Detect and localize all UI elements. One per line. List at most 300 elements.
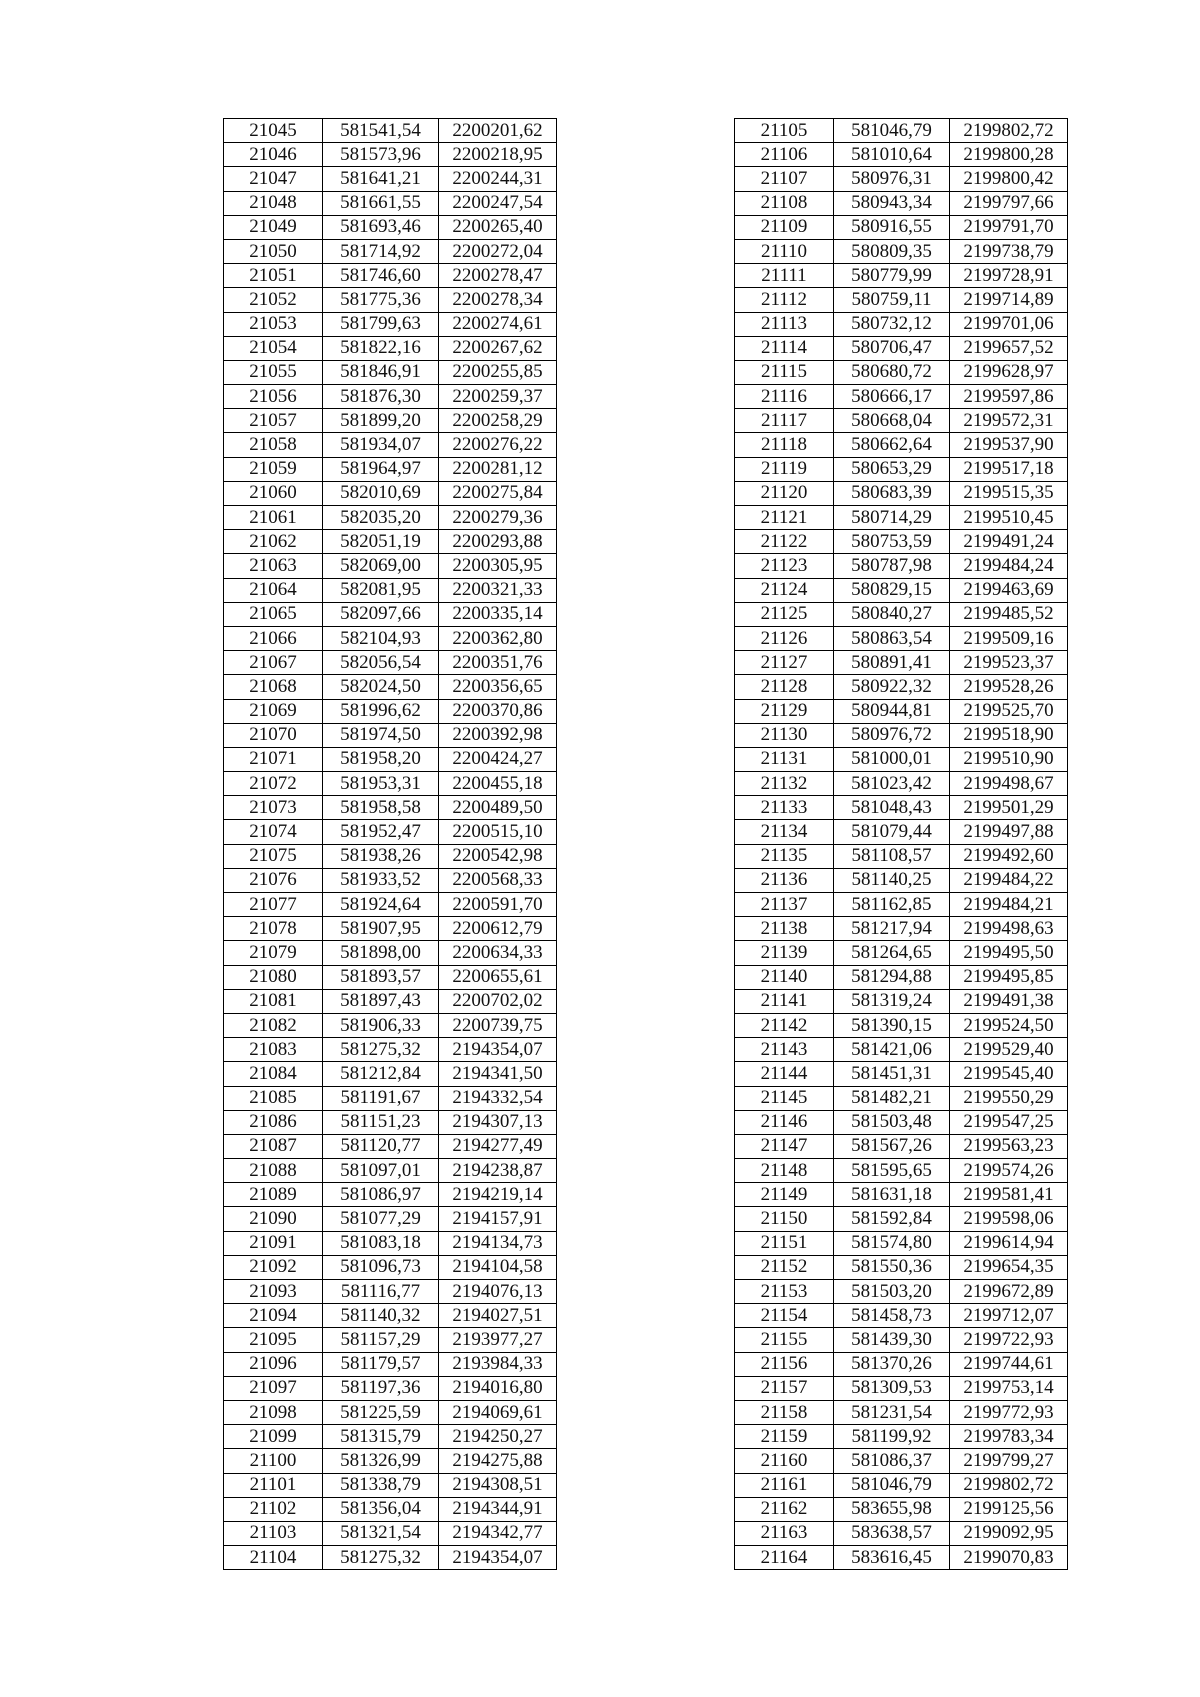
point-number-cell: 21128 bbox=[735, 675, 834, 699]
point-number-cell: 21064 bbox=[224, 578, 323, 602]
point-number-cell: 21118 bbox=[735, 433, 834, 457]
x-coordinate-cell: 581574,80 bbox=[834, 1231, 950, 1255]
x-coordinate-cell: 581933,52 bbox=[323, 868, 439, 892]
table-row bbox=[224, 1304, 557, 1328]
y-coordinate-cell: 2200542,98 bbox=[439, 844, 557, 868]
point-number-cell: 21062 bbox=[224, 530, 323, 554]
point-number-cell: 21151 bbox=[735, 1231, 834, 1255]
y-coordinate-cell: 2199783,34 bbox=[950, 1425, 1068, 1449]
point-number-cell: 21130 bbox=[735, 723, 834, 747]
point-number-cell: 21123 bbox=[735, 554, 834, 578]
x-coordinate-cell: 580668,04 bbox=[834, 409, 950, 433]
x-coordinate-cell: 580976,31 bbox=[834, 167, 950, 191]
point-number-cell: 21159 bbox=[735, 1425, 834, 1449]
x-coordinate-cell: 582051,19 bbox=[323, 530, 439, 554]
point-number-cell: 21068 bbox=[224, 675, 323, 699]
y-coordinate-cell: 2199654,35 bbox=[950, 1255, 1068, 1279]
y-coordinate-cell: 2194238,87 bbox=[439, 1159, 557, 1183]
point-number-cell: 21135 bbox=[735, 844, 834, 868]
table-row bbox=[735, 1352, 1068, 1376]
y-coordinate-cell: 2199528,26 bbox=[950, 675, 1068, 699]
x-coordinate-cell: 581077,29 bbox=[323, 1207, 439, 1231]
y-coordinate-cell: 2199802,72 bbox=[950, 1473, 1068, 1497]
y-coordinate-cell: 2199491,24 bbox=[950, 530, 1068, 554]
x-coordinate-cell: 581958,20 bbox=[323, 747, 439, 771]
point-number-cell: 21090 bbox=[224, 1207, 323, 1231]
y-coordinate-cell: 2199092,95 bbox=[950, 1521, 1068, 1545]
y-coordinate-cell: 2200259,37 bbox=[439, 385, 557, 409]
table-row bbox=[224, 868, 557, 892]
point-number-cell: 21116 bbox=[735, 385, 834, 409]
table-row bbox=[224, 1086, 557, 1110]
x-coordinate-cell: 580787,98 bbox=[834, 554, 950, 578]
y-coordinate-cell: 2200392,98 bbox=[439, 723, 557, 747]
table-row bbox=[735, 1086, 1068, 1110]
x-coordinate-cell: 580706,47 bbox=[834, 336, 950, 360]
table-row bbox=[735, 723, 1068, 747]
y-coordinate-cell: 2193984,33 bbox=[439, 1352, 557, 1376]
x-coordinate-cell: 581179,57 bbox=[323, 1352, 439, 1376]
y-coordinate-cell: 2199714,89 bbox=[950, 288, 1068, 312]
y-coordinate-cell: 2199772,93 bbox=[950, 1400, 1068, 1424]
table-row bbox=[735, 1497, 1068, 1521]
table-row bbox=[735, 820, 1068, 844]
x-coordinate-cell: 581822,16 bbox=[323, 336, 439, 360]
point-number-cell: 21101 bbox=[224, 1473, 323, 1497]
point-number-cell: 21124 bbox=[735, 578, 834, 602]
table-row bbox=[224, 699, 557, 723]
x-coordinate-cell: 581000,01 bbox=[834, 747, 950, 771]
point-number-cell: 21049 bbox=[224, 215, 323, 239]
coordinates-table-left bbox=[223, 118, 557, 1570]
point-number-cell: 21091 bbox=[224, 1231, 323, 1255]
y-coordinate-cell: 2194341,50 bbox=[439, 1062, 557, 1086]
table-row bbox=[224, 941, 557, 965]
x-coordinate-cell: 581231,54 bbox=[834, 1400, 950, 1424]
point-number-cell: 21072 bbox=[224, 772, 323, 796]
y-coordinate-cell: 2199523,37 bbox=[950, 651, 1068, 675]
y-coordinate-cell: 2199628,97 bbox=[950, 360, 1068, 384]
y-coordinate-cell: 2200275,84 bbox=[439, 481, 557, 505]
x-coordinate-cell: 581573,96 bbox=[323, 143, 439, 167]
x-coordinate-cell: 581503,20 bbox=[834, 1280, 950, 1304]
x-coordinate-cell: 581964,97 bbox=[323, 457, 439, 481]
point-number-cell: 21112 bbox=[735, 288, 834, 312]
table-row bbox=[735, 288, 1068, 312]
table-row bbox=[735, 215, 1068, 239]
x-coordinate-cell: 581046,79 bbox=[834, 1473, 950, 1497]
point-number-cell: 21092 bbox=[224, 1255, 323, 1279]
x-coordinate-cell: 581439,30 bbox=[834, 1328, 950, 1352]
x-coordinate-cell: 580922,32 bbox=[834, 675, 950, 699]
point-number-cell: 21132 bbox=[735, 772, 834, 796]
point-number-cell: 21088 bbox=[224, 1159, 323, 1183]
x-coordinate-cell: 581390,15 bbox=[834, 1013, 950, 1037]
point-number-cell: 21050 bbox=[224, 239, 323, 263]
y-coordinate-cell: 2199515,35 bbox=[950, 481, 1068, 505]
x-coordinate-cell: 581631,18 bbox=[834, 1183, 950, 1207]
x-coordinate-cell: 581503,48 bbox=[834, 1110, 950, 1134]
y-coordinate-cell: 2194342,77 bbox=[439, 1521, 557, 1545]
point-number-cell: 21139 bbox=[735, 941, 834, 965]
x-coordinate-cell: 581451,31 bbox=[834, 1062, 950, 1086]
point-number-cell: 21148 bbox=[735, 1159, 834, 1183]
x-coordinate-cell: 581958,58 bbox=[323, 796, 439, 820]
y-coordinate-cell: 2200568,33 bbox=[439, 868, 557, 892]
table-row bbox=[224, 796, 557, 820]
y-coordinate-cell: 2200244,31 bbox=[439, 167, 557, 191]
point-number-cell: 21053 bbox=[224, 312, 323, 336]
x-coordinate-cell: 581338,79 bbox=[323, 1473, 439, 1497]
table-row bbox=[735, 530, 1068, 554]
point-number-cell: 21117 bbox=[735, 409, 834, 433]
x-coordinate-cell: 580809,35 bbox=[834, 239, 950, 263]
table-row bbox=[224, 893, 557, 917]
y-coordinate-cell: 2200591,70 bbox=[439, 893, 557, 917]
x-coordinate-cell: 581924,64 bbox=[323, 893, 439, 917]
x-coordinate-cell: 580683,39 bbox=[834, 481, 950, 505]
y-coordinate-cell: 2199529,40 bbox=[950, 1038, 1068, 1062]
point-number-cell: 21089 bbox=[224, 1183, 323, 1207]
table-row bbox=[735, 1328, 1068, 1352]
table-row bbox=[224, 917, 557, 941]
point-number-cell: 21111 bbox=[735, 264, 834, 288]
point-number-cell: 21154 bbox=[735, 1304, 834, 1328]
table-body bbox=[224, 119, 557, 1570]
y-coordinate-cell: 2199491,38 bbox=[950, 989, 1068, 1013]
x-coordinate-cell: 580863,54 bbox=[834, 626, 950, 650]
y-coordinate-cell: 2199517,18 bbox=[950, 457, 1068, 481]
x-coordinate-cell: 581897,43 bbox=[323, 989, 439, 1013]
point-number-cell: 21107 bbox=[735, 167, 834, 191]
y-coordinate-cell: 2194027,51 bbox=[439, 1304, 557, 1328]
y-coordinate-cell: 2200278,47 bbox=[439, 264, 557, 288]
point-number-cell: 21109 bbox=[735, 215, 834, 239]
y-coordinate-cell: 2199672,89 bbox=[950, 1280, 1068, 1304]
y-coordinate-cell: 2200362,80 bbox=[439, 626, 557, 650]
x-coordinate-cell: 581846,91 bbox=[323, 360, 439, 384]
table-row bbox=[735, 1376, 1068, 1400]
x-coordinate-cell: 581199,92 bbox=[834, 1425, 950, 1449]
x-coordinate-cell: 583638,57 bbox=[834, 1521, 950, 1545]
point-number-cell: 21094 bbox=[224, 1304, 323, 1328]
table-row bbox=[224, 1038, 557, 1062]
table-row bbox=[224, 385, 557, 409]
y-coordinate-cell: 2200218,95 bbox=[439, 143, 557, 167]
x-coordinate-cell: 580662,64 bbox=[834, 433, 950, 457]
point-number-cell: 21134 bbox=[735, 820, 834, 844]
y-coordinate-cell: 2200455,18 bbox=[439, 772, 557, 796]
x-coordinate-cell: 582056,54 bbox=[323, 651, 439, 675]
point-number-cell: 21145 bbox=[735, 1086, 834, 1110]
point-number-cell: 21103 bbox=[224, 1521, 323, 1545]
y-coordinate-cell: 2200278,34 bbox=[439, 288, 557, 312]
y-coordinate-cell: 2200424,27 bbox=[439, 747, 557, 771]
x-coordinate-cell: 581294,88 bbox=[834, 965, 950, 989]
table-row bbox=[735, 772, 1068, 796]
table-row bbox=[224, 578, 557, 602]
x-coordinate-cell: 581934,07 bbox=[323, 433, 439, 457]
x-coordinate-cell: 581974,50 bbox=[323, 723, 439, 747]
x-coordinate-cell: 581953,31 bbox=[323, 772, 439, 796]
x-coordinate-cell: 581151,23 bbox=[323, 1110, 439, 1134]
table-row bbox=[735, 336, 1068, 360]
x-coordinate-cell: 580829,15 bbox=[834, 578, 950, 602]
y-coordinate-cell: 2199614,94 bbox=[950, 1231, 1068, 1255]
table-row bbox=[735, 1013, 1068, 1037]
x-coordinate-cell: 583655,98 bbox=[834, 1497, 950, 1521]
y-coordinate-cell: 2199525,70 bbox=[950, 699, 1068, 723]
point-number-cell: 21120 bbox=[735, 481, 834, 505]
table-row bbox=[224, 1473, 557, 1497]
x-coordinate-cell: 582024,50 bbox=[323, 675, 439, 699]
point-number-cell: 21093 bbox=[224, 1280, 323, 1304]
x-coordinate-cell: 581746,60 bbox=[323, 264, 439, 288]
y-coordinate-cell: 2200247,54 bbox=[439, 191, 557, 215]
table-row bbox=[224, 409, 557, 433]
point-number-cell: 21095 bbox=[224, 1328, 323, 1352]
x-coordinate-cell: 581197,36 bbox=[323, 1376, 439, 1400]
x-coordinate-cell: 581046,79 bbox=[834, 119, 950, 143]
y-coordinate-cell: 2194307,13 bbox=[439, 1110, 557, 1134]
x-coordinate-cell: 581275,32 bbox=[323, 1038, 439, 1062]
table-row bbox=[224, 1449, 557, 1473]
table-row bbox=[735, 1400, 1068, 1424]
point-number-cell: 21131 bbox=[735, 747, 834, 771]
y-coordinate-cell: 2199497,88 bbox=[950, 820, 1068, 844]
point-number-cell: 21086 bbox=[224, 1110, 323, 1134]
x-coordinate-cell: 581264,65 bbox=[834, 941, 950, 965]
x-coordinate-cell: 581714,92 bbox=[323, 239, 439, 263]
table-row bbox=[735, 675, 1068, 699]
y-coordinate-cell: 2194308,51 bbox=[439, 1473, 557, 1497]
x-coordinate-cell: 581116,77 bbox=[323, 1280, 439, 1304]
point-number-cell: 21141 bbox=[735, 989, 834, 1013]
coordinates-table-right bbox=[734, 118, 1068, 1570]
point-number-cell: 21106 bbox=[735, 143, 834, 167]
y-coordinate-cell: 2200293,88 bbox=[439, 530, 557, 554]
x-coordinate-cell: 581023,42 bbox=[834, 772, 950, 796]
table-row bbox=[735, 989, 1068, 1013]
y-coordinate-cell: 2200739,75 bbox=[439, 1013, 557, 1037]
table-row bbox=[735, 651, 1068, 675]
x-coordinate-cell: 581906,33 bbox=[323, 1013, 439, 1037]
y-coordinate-cell: 2200267,62 bbox=[439, 336, 557, 360]
point-number-cell: 21129 bbox=[735, 699, 834, 723]
y-coordinate-cell: 2199800,42 bbox=[950, 167, 1068, 191]
point-number-cell: 21097 bbox=[224, 1376, 323, 1400]
table-row bbox=[224, 312, 557, 336]
x-coordinate-cell: 581458,73 bbox=[834, 1304, 950, 1328]
table-body bbox=[735, 119, 1068, 1570]
y-coordinate-cell: 2199510,90 bbox=[950, 747, 1068, 771]
point-number-cell: 21133 bbox=[735, 796, 834, 820]
point-number-cell: 21054 bbox=[224, 336, 323, 360]
table-row bbox=[735, 965, 1068, 989]
point-number-cell: 21147 bbox=[735, 1134, 834, 1158]
table-row bbox=[735, 893, 1068, 917]
point-number-cell: 21083 bbox=[224, 1038, 323, 1062]
y-coordinate-cell: 2199744,61 bbox=[950, 1352, 1068, 1376]
table-row bbox=[735, 239, 1068, 263]
y-coordinate-cell: 2200515,10 bbox=[439, 820, 557, 844]
x-coordinate-cell: 580944,81 bbox=[834, 699, 950, 723]
point-number-cell: 21058 bbox=[224, 433, 323, 457]
table-row bbox=[224, 1110, 557, 1134]
y-coordinate-cell: 2200370,86 bbox=[439, 699, 557, 723]
point-number-cell: 21125 bbox=[735, 602, 834, 626]
table-row bbox=[224, 167, 557, 191]
x-coordinate-cell: 582081,95 bbox=[323, 578, 439, 602]
table-row bbox=[735, 578, 1068, 602]
point-number-cell: 21100 bbox=[224, 1449, 323, 1473]
table-row bbox=[735, 844, 1068, 868]
point-number-cell: 21045 bbox=[224, 119, 323, 143]
x-coordinate-cell: 581315,79 bbox=[323, 1425, 439, 1449]
table-row bbox=[224, 626, 557, 650]
table-row bbox=[224, 1546, 557, 1570]
y-coordinate-cell: 2199572,31 bbox=[950, 409, 1068, 433]
point-number-cell: 21155 bbox=[735, 1328, 834, 1352]
table-row bbox=[224, 554, 557, 578]
y-coordinate-cell: 2199495,85 bbox=[950, 965, 1068, 989]
table-row bbox=[735, 481, 1068, 505]
table-row bbox=[735, 1546, 1068, 1570]
y-coordinate-cell: 2200279,36 bbox=[439, 506, 557, 530]
table-row bbox=[735, 264, 1068, 288]
y-coordinate-cell: 2194277,49 bbox=[439, 1134, 557, 1158]
point-number-cell: 21061 bbox=[224, 506, 323, 530]
table-row bbox=[224, 530, 557, 554]
point-number-cell: 21152 bbox=[735, 1255, 834, 1279]
point-number-cell: 21157 bbox=[735, 1376, 834, 1400]
x-coordinate-cell: 581421,06 bbox=[834, 1038, 950, 1062]
y-coordinate-cell: 2194354,07 bbox=[439, 1546, 557, 1570]
point-number-cell: 21055 bbox=[224, 360, 323, 384]
point-number-cell: 21146 bbox=[735, 1110, 834, 1134]
point-number-cell: 21113 bbox=[735, 312, 834, 336]
y-coordinate-cell: 2200201,62 bbox=[439, 119, 557, 143]
point-number-cell: 21150 bbox=[735, 1207, 834, 1231]
point-number-cell: 21075 bbox=[224, 844, 323, 868]
point-number-cell: 21114 bbox=[735, 336, 834, 360]
x-coordinate-cell: 581309,53 bbox=[834, 1376, 950, 1400]
table-row bbox=[224, 1255, 557, 1279]
x-coordinate-cell: 581086,37 bbox=[834, 1449, 950, 1473]
y-coordinate-cell: 2199524,50 bbox=[950, 1013, 1068, 1037]
table-row bbox=[224, 1183, 557, 1207]
table-row bbox=[224, 1280, 557, 1304]
point-number-cell: 21078 bbox=[224, 917, 323, 941]
y-coordinate-cell: 2199598,06 bbox=[950, 1207, 1068, 1231]
y-coordinate-cell: 2199485,52 bbox=[950, 602, 1068, 626]
x-coordinate-cell: 581899,20 bbox=[323, 409, 439, 433]
x-coordinate-cell: 581592,84 bbox=[834, 1207, 950, 1231]
x-coordinate-cell: 581938,26 bbox=[323, 844, 439, 868]
table-row bbox=[735, 506, 1068, 530]
x-coordinate-cell: 581898,00 bbox=[323, 941, 439, 965]
table-row bbox=[735, 457, 1068, 481]
y-coordinate-cell: 2199791,70 bbox=[950, 215, 1068, 239]
table-row bbox=[735, 143, 1068, 167]
x-coordinate-cell: 583616,45 bbox=[834, 1546, 950, 1570]
table-row bbox=[224, 457, 557, 481]
table-row bbox=[735, 1280, 1068, 1304]
point-number-cell: 21076 bbox=[224, 868, 323, 892]
table-row bbox=[224, 1062, 557, 1086]
point-number-cell: 21136 bbox=[735, 868, 834, 892]
point-number-cell: 21052 bbox=[224, 288, 323, 312]
point-number-cell: 21084 bbox=[224, 1062, 323, 1086]
y-coordinate-cell: 2199753,14 bbox=[950, 1376, 1068, 1400]
point-number-cell: 21163 bbox=[735, 1521, 834, 1545]
point-number-cell: 21067 bbox=[224, 651, 323, 675]
y-coordinate-cell: 2199545,40 bbox=[950, 1062, 1068, 1086]
y-coordinate-cell: 2199492,60 bbox=[950, 844, 1068, 868]
y-coordinate-cell: 2199484,22 bbox=[950, 868, 1068, 892]
table-row bbox=[224, 844, 557, 868]
x-coordinate-cell: 581370,26 bbox=[834, 1352, 950, 1376]
x-coordinate-cell: 581321,54 bbox=[323, 1521, 439, 1545]
point-number-cell: 21102 bbox=[224, 1497, 323, 1521]
table-row bbox=[735, 868, 1068, 892]
point-number-cell: 21164 bbox=[735, 1546, 834, 1570]
x-coordinate-cell: 581482,21 bbox=[834, 1086, 950, 1110]
y-coordinate-cell: 2194332,54 bbox=[439, 1086, 557, 1110]
table-row bbox=[224, 651, 557, 675]
y-coordinate-cell: 2194134,73 bbox=[439, 1231, 557, 1255]
x-coordinate-cell: 580976,72 bbox=[834, 723, 950, 747]
point-number-cell: 21153 bbox=[735, 1280, 834, 1304]
y-coordinate-cell: 2200265,40 bbox=[439, 215, 557, 239]
point-number-cell: 21127 bbox=[735, 651, 834, 675]
y-coordinate-cell: 2200258,29 bbox=[439, 409, 557, 433]
point-number-cell: 21126 bbox=[735, 626, 834, 650]
point-number-cell: 21143 bbox=[735, 1038, 834, 1062]
x-coordinate-cell: 581086,97 bbox=[323, 1183, 439, 1207]
point-number-cell: 21149 bbox=[735, 1183, 834, 1207]
x-coordinate-cell: 581907,95 bbox=[323, 917, 439, 941]
y-coordinate-cell: 2199712,07 bbox=[950, 1304, 1068, 1328]
x-coordinate-cell: 580779,99 bbox=[834, 264, 950, 288]
x-coordinate-cell: 580680,72 bbox=[834, 360, 950, 384]
y-coordinate-cell: 2194250,27 bbox=[439, 1425, 557, 1449]
table-row bbox=[224, 481, 557, 505]
x-coordinate-cell: 582104,93 bbox=[323, 626, 439, 650]
table-row bbox=[224, 675, 557, 699]
y-coordinate-cell: 2199701,06 bbox=[950, 312, 1068, 336]
point-number-cell: 21115 bbox=[735, 360, 834, 384]
y-coordinate-cell: 2199547,25 bbox=[950, 1110, 1068, 1134]
table-row bbox=[735, 1110, 1068, 1134]
point-number-cell: 21046 bbox=[224, 143, 323, 167]
table-row bbox=[735, 917, 1068, 941]
table-row bbox=[224, 1400, 557, 1424]
point-number-cell: 21158 bbox=[735, 1400, 834, 1424]
point-number-cell: 21059 bbox=[224, 457, 323, 481]
y-coordinate-cell: 2199728,91 bbox=[950, 264, 1068, 288]
x-coordinate-cell: 582097,66 bbox=[323, 602, 439, 626]
table-row bbox=[735, 385, 1068, 409]
x-coordinate-cell: 580891,41 bbox=[834, 651, 950, 675]
point-number-cell: 21110 bbox=[735, 239, 834, 263]
y-coordinate-cell: 2199484,24 bbox=[950, 554, 1068, 578]
y-coordinate-cell: 2199657,52 bbox=[950, 336, 1068, 360]
table-row bbox=[224, 336, 557, 360]
point-number-cell: 21161 bbox=[735, 1473, 834, 1497]
table-row bbox=[735, 1062, 1068, 1086]
y-coordinate-cell: 2199550,29 bbox=[950, 1086, 1068, 1110]
